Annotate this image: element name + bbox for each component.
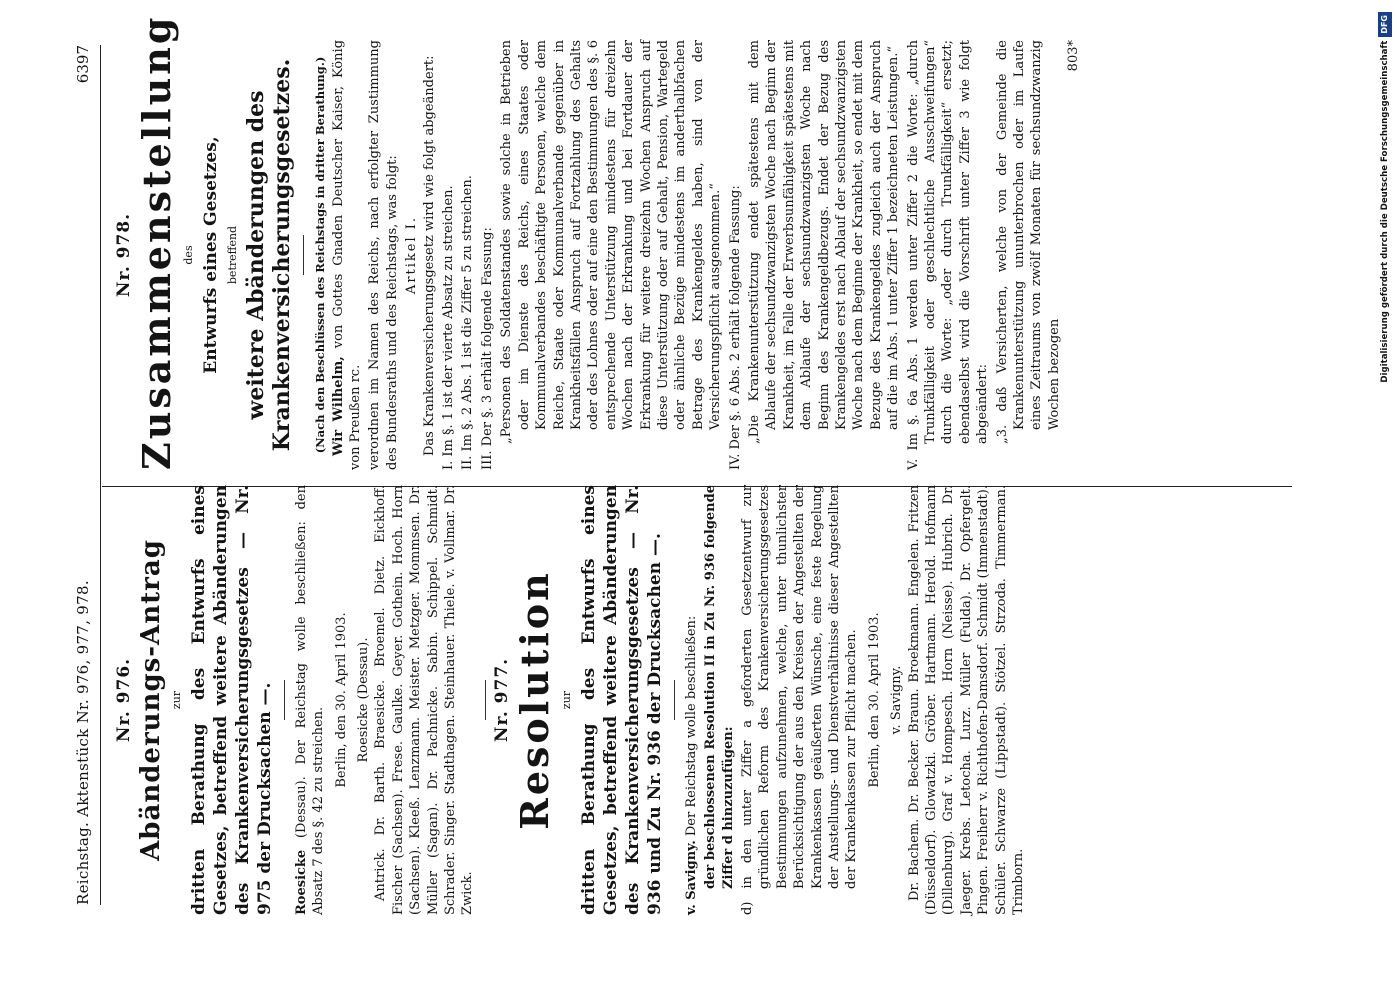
doc976-date: Berlin, den 30. April 1903. [333, 612, 349, 788]
doc978-subtitle1: Entwurfs eines Gesetzes, [200, 136, 221, 374]
doc977-title: Resolution [512, 570, 558, 830]
document-977 [491, 485, 1028, 915]
doc977-date: Berlin, den 30. April 1903. [866, 612, 882, 788]
doc978-signature: 803* [1066, 40, 1082, 72]
doc977-zur: zur [560, 690, 574, 710]
doc977-signer: v. Savigny. [889, 665, 905, 735]
doc978-item-3-text: „Personen des Soldatenstandes sowie solche in Betrieben oder im Dienste des Reichs, eines Staates oder Kommunalverbandes beschäftigte Personen, welche dem Reiche, Staate oder Kommunalverbande gegenüber in Krankheitsfällen Anspruch auf Fortzahlung des Gehalts oder des Lohnes oder auf eine den Bestimmungen des §. 6 entsprechende Unterstützung mindestens für dreizehn Wochen nach der Erkrankung und bei Fortdauer der Erkrankung für weitere dreizehn Wochen Anspruch auf diese Unterstützung oder auf Gehalt, Pension, Wartegeld oder ähnliche Bezüge mindestens im anderthalbfachen Betrage des Krankengeldes haben, sind von der Versicherungspflicht ausgenommen.“ [499, 40, 724, 444]
doc978-item-5: V. Im §. 6a Abs. 1 werden unter Ziffer 2 die Worte: „durch Trunkfälligkeit oder geschlechtliche Ausschweifungen“ durch die Worte: „oder durch Trunkfälligkeit“ ersetzt; ebendaselbst wird die Vorschrift unter Ziffer 3 wie folgt abgeändert: [905, 40, 991, 470]
doc977-resolution: der beschlossenen Resolution II in Zu Nr. 936 folgende Ziffer d hinzuzufügen: [703, 485, 736, 889]
doc978-subtitle2: weitere Abänderungen des Krankenversicherungsgesetzes. [243, 58, 296, 452]
doc976-title: Abänderungs-Antrag [136, 539, 167, 861]
doc977-supporters: Dr. Bachem. Dr. Becker. Braun. Broekmann. Engelen. Fritzen (Düsseldorf). Glowatzki. Gröber. Hartmann. Herold. Hofmann (Dillenburg). Graf v. Hompesch. Horn (Neisse). Hubrich. Dr. Jaeger. Krebs. Letocha. Lurz. Müller (Fulda). Dr. Opfergelt. Pingen. Freiherr v. Richthofen-Damsdorf. Schmidt (Immenstadt). Schüler. Schwarze (Lippstadt). Stötzel. Strzoda. Timmerman. Trimborn. [906, 485, 1026, 915]
header-rule [100, 45, 101, 905]
doc978-item-4: IV. Der §. 6 Abs. 2 erhält folgende Fassung: [727, 185, 743, 470]
doc978-artikel: Artikel I. [404, 215, 420, 295]
divider [284, 680, 285, 720]
dfg-text: Digitalisierung gefördert durch die Deutsche Forschungsgemeinschaft [1380, 40, 1390, 383]
doc978-item-4-text: „Die Krankenunterstützung endet spätestens mit dem Ablaufe der sechsundzwanzigsten Woche nach Beginn der Krankheit, im Falle der Erwerbsunfähigkeit spätestens mit dem Ablaufe der sechsundzwanzigsten Woche nach Beginn des Krankengeldbezugs. Endet der Bezug des Krankengeldes erst nach Ablauf der sechsundzwanzigsten Woche nach dem Beginne der Krankheit, so endet mit dem Bezuge des Krankengeldes zugleich auch der Anspruch auf die im Abs. 1 unter Ziffer 1 bezeichneten Leistungen.“ [746, 40, 902, 444]
doc976-subtitle: dritten Berathung des Entwurfs eines Gesetzes, betreffend weitere Abänderungen des Krankenversicherungsgesetzes — Nr. 975 der Drucksachen —. [188, 485, 275, 915]
doc978-betreffend: betreffend [225, 225, 239, 285]
document-978 [114, 14, 1083, 470]
doc977-subtitle: dritten Berathung des Entwurfs eines Gesetzes, betreffend weitere Abänderungen des Krankenversicherungsgesetzes — Nr. 936 und Zu Nr. 936 der Drucksachen —. [578, 485, 665, 915]
doc978-number: Nr. 978. [114, 212, 134, 298]
page-number: 6397 [74, 45, 92, 84]
left-column [110, 485, 1029, 915]
doc977-number: Nr. 977. [491, 657, 512, 743]
header-title: Reichstag. Aktenstück Nr. 976, 977, 978. [74, 580, 92, 905]
doc978-preamble2: verordnen im Namen des Reichs, nach erfolgter Zustimmung des Bundesraths und des Reichstags, was folgt: [367, 40, 400, 470]
doc978-item-2: II. Im §. 2 Abs. 1 ist die Ziffer 5 zu streichen. [460, 175, 476, 470]
doc977-mover: v. Savigny. [683, 840, 699, 915]
doc978-title: Zusammenstellung [134, 14, 180, 470]
divider [485, 680, 486, 720]
doc978-preamble: Wir Wilhelm, von Gottes Gnaden Deutscher Kaiser, König von Preußen rc. [330, 39, 364, 470]
doc978-item-5-text: „3. daß Versicherten, welche von der Gemeinde die Krankenunterstützung ununterbrochen oder im Laufe eines Zeitraums von zwölf Monaten für sechsundzwanzig Wochen bezogen [994, 40, 1062, 444]
document-976 [116, 485, 486, 915]
doc978-preamble-name: Wir Wilhelm, [330, 356, 346, 456]
doc977-point-d: d) in den unter Ziffer a geforderten Gesetzentwurf zur gründlichen Reform des Krankenversicherungsgesetzes Bestimmungen aufzunehmen, welche, unter thunlichster Berücksichtigung der aus den Kreisen der Angestellten der Krankenkassen geäußerten Wünsche, eine feste Regelung der Anstellungs- und Dienstverhältnisse dieser Angestellten der Krankenkassen zur Pflicht machen. [739, 485, 860, 915]
doc976-motion: Roesicke (Dessau). Der Reichstag wolle beschließen: den Absatz 7 des §. 42 zu streichen. [293, 485, 327, 915]
dfg-funding-note [1378, 12, 1392, 987]
doc978-note: (Nach den Beschlüssen des Reichstags in dritter Berathung.) [313, 56, 328, 454]
divider [303, 235, 304, 275]
dfg-logo: DFG [1378, 12, 1392, 37]
page-header [70, 45, 100, 905]
doc976-mover: Roesicke [293, 849, 309, 915]
doc978-item-1: I. Im §. 1 ist der vierte Absatz zu streichen. [441, 185, 457, 470]
divider [674, 680, 675, 720]
doc976-zur: zur [170, 690, 184, 710]
doc977-motion: v. Savigny. Der Reichstag wolle beschließen: [683, 615, 699, 915]
doc976-number: Nr. 976. [114, 657, 134, 743]
doc978-item-3: III. Der §. 3 erhält folgende Fassung: [479, 227, 495, 470]
doc978-intro: Das Krankenversicherungsgesetz wird wie folgt abgeändert: [421, 55, 437, 456]
doc976-signer: Roesicke (Dessau). [356, 637, 372, 763]
doc978-des: des [182, 245, 196, 265]
doc976-supporters: Antrick. Dr. Barth. Braesicke. Broemel. Dietz. Eickhoff. Fischer (Sachsen). Frese. Gaulke. Geyer. Gothein. Hoch. Horn (Sachsen). Kleeß. Lenzmann. Meister. Metzger. Mommsen. Dr. Müller (Sagan). Dr. Pachnicke. Sabin. Schippel. Schmidt. Schrader. Singer. Stadthagen. Steinhauer. Thiele. v. Vollmar. Dr. Zwick. [373, 485, 476, 915]
right-column [110, 14, 1083, 470]
